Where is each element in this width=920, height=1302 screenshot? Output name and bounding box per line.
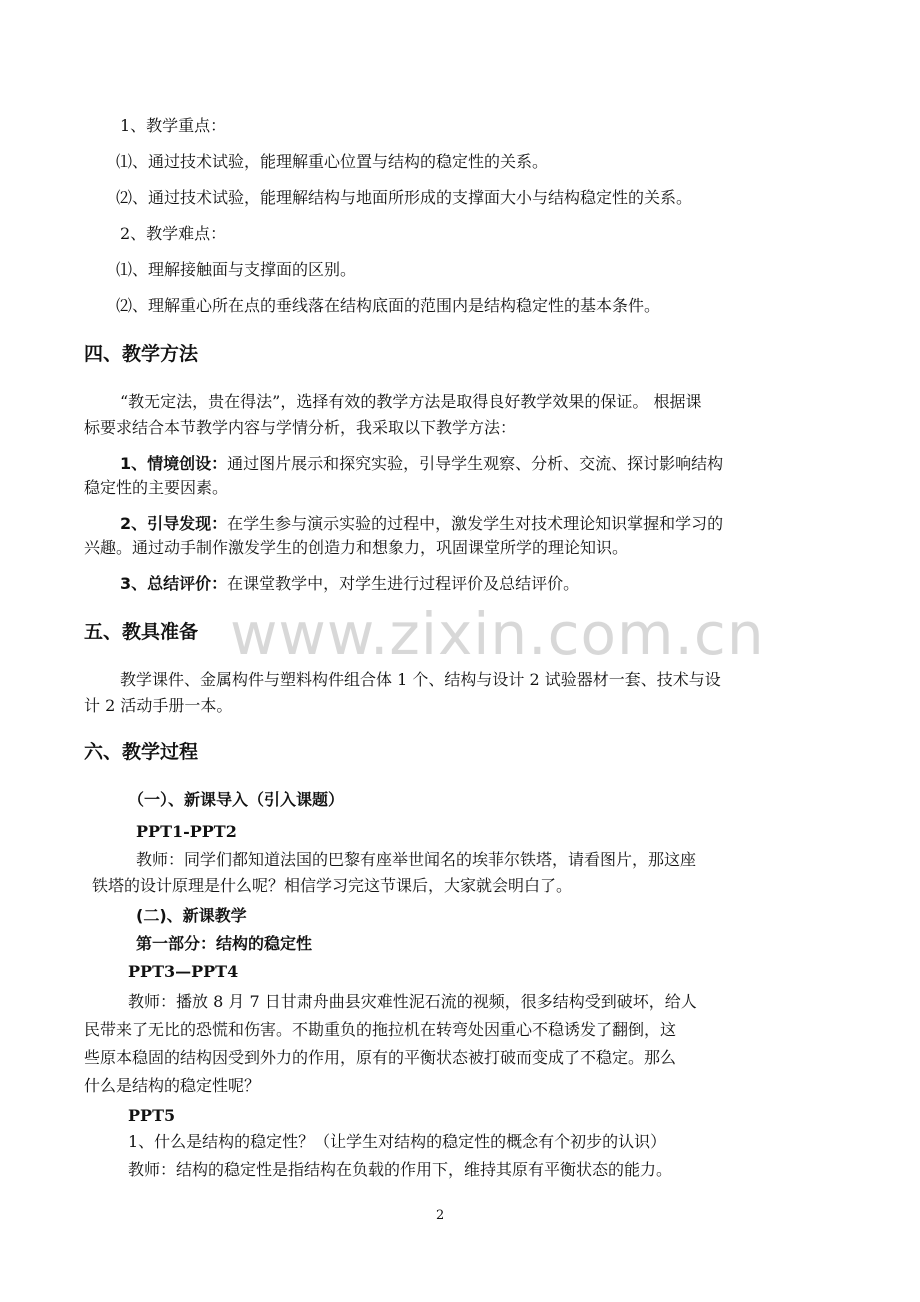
method-1-text: 通过图片展示和探究实验，引导学生观察、分析、交流、探讨影响结构: [227, 454, 724, 473]
watermark: www.zixin.com.cn: [230, 600, 765, 668]
method-3-text: 在课堂教学中，对学生进行过程评价及总结评价。: [227, 574, 580, 593]
slide-ref-1: PPT1-PPT2: [136, 822, 237, 841]
answer-1: 教师：结构的稳定性是指结构在负载的作用下，维持其原有平衡状态的能力。: [128, 1160, 673, 1179]
methods-intro-line-1: “教无定法，贵在得法”，选择有效的教学方法是取得良好教学效果的保证。 根据课: [120, 392, 702, 411]
method-1-line-1: [120, 452, 723, 476]
difficult-points-heading: 2、教学难点：: [120, 224, 227, 243]
subsection-introduction: （一）、新课导入（引入课题）: [128, 790, 345, 809]
method-1-label: 1、情境创设：: [120, 454, 228, 473]
section-heading-teaching-methods: 四、教学方法: [84, 343, 199, 365]
video-paragraph-line-2: 民带来了无比的恐慌和伤害。不勘重负的拖拉机在转弯处因重心不稳诱发了翻倒，这: [84, 1020, 677, 1039]
key-points-heading: 1、教学重点：: [120, 116, 227, 135]
method-2-line-2: 兴趣。通过动手制作激发学生的创造力和想象力，巩固课堂所学的理论知识。: [84, 538, 629, 557]
section-heading-teaching-aids: 五、教具准备: [84, 621, 199, 643]
intro-paragraph-line-1: 教师：同学们都知道法国的巴黎有座举世闻名的埃菲尔铁塔，请看图片，那这座: [136, 850, 697, 869]
key-point-2: ⑵、通过技术试验，能理解结构与地面所形成的支撑面大小与结构稳定性的关系。: [116, 188, 693, 207]
method-2-text: 在学生参与演示实验的过程中，激发学生对技术理论知识掌握和学习的: [227, 514, 724, 533]
difficult-point-2: ⑵、理解重心所在点的垂线落在结构底面的范围内是结构稳定性的基本条件。: [116, 296, 661, 315]
teaching-aids-line-2: 计 2 活动手册一本。: [84, 696, 233, 715]
video-paragraph-line-4: 什么是结构的稳定性呢？: [84, 1076, 261, 1095]
methods-intro-line-2: 标要求结合本节教学内容与学情分析，我采取以下教学方法：: [84, 418, 517, 437]
method-3-line-1: [120, 572, 579, 596]
difficult-point-1: ⑴、理解接触面与支撑面的区别。: [116, 260, 357, 279]
key-point-1: ⑴、通过技术试验，能理解重心位置与结构的稳定性的关系。: [116, 152, 549, 171]
method-2-label: 2、引导发现：: [120, 514, 228, 533]
subsection-new-lesson: (二)、新课教学: [136, 906, 247, 925]
method-1-line-2: 稳定性的主要因素。: [84, 478, 229, 497]
teaching-aids-line-1: 教学课件、金属构件与塑料构件组合体 1 个、结构与设计 2 试验器材一套、技术与设: [120, 670, 721, 689]
video-paragraph-line-3: 些原本稳固的结构因受到外力的作用，原有的平衡状态被打破而变成了不稳定。那么: [84, 1048, 677, 1067]
method-2-line-1: [120, 512, 723, 536]
intro-paragraph-line-2: 铁塔的设计原理是什么呢？相信学习完这节课后，大家就会明白了。: [92, 876, 573, 895]
video-paragraph-line-1: 教师：播放 8 月 7 日甘肃舟曲县灾难性泥石流的视频，很多结构受到破坏，给人: [128, 992, 697, 1011]
section-heading-teaching-process: 六、教学过程: [84, 741, 199, 763]
slide-ref-2: PPT3—PPT4: [128, 962, 239, 981]
slide-ref-3: PPT5: [128, 1106, 176, 1125]
method-3-label: 3、总结评价：: [120, 574, 228, 593]
part-one-title: 第一部分：结构的稳定性: [136, 934, 313, 953]
page-number: 2: [436, 1208, 445, 1223]
question-1: 1、什么是结构的稳定性？（让学生对结构的稳定性的概念有个初步的认识）: [128, 1132, 667, 1151]
